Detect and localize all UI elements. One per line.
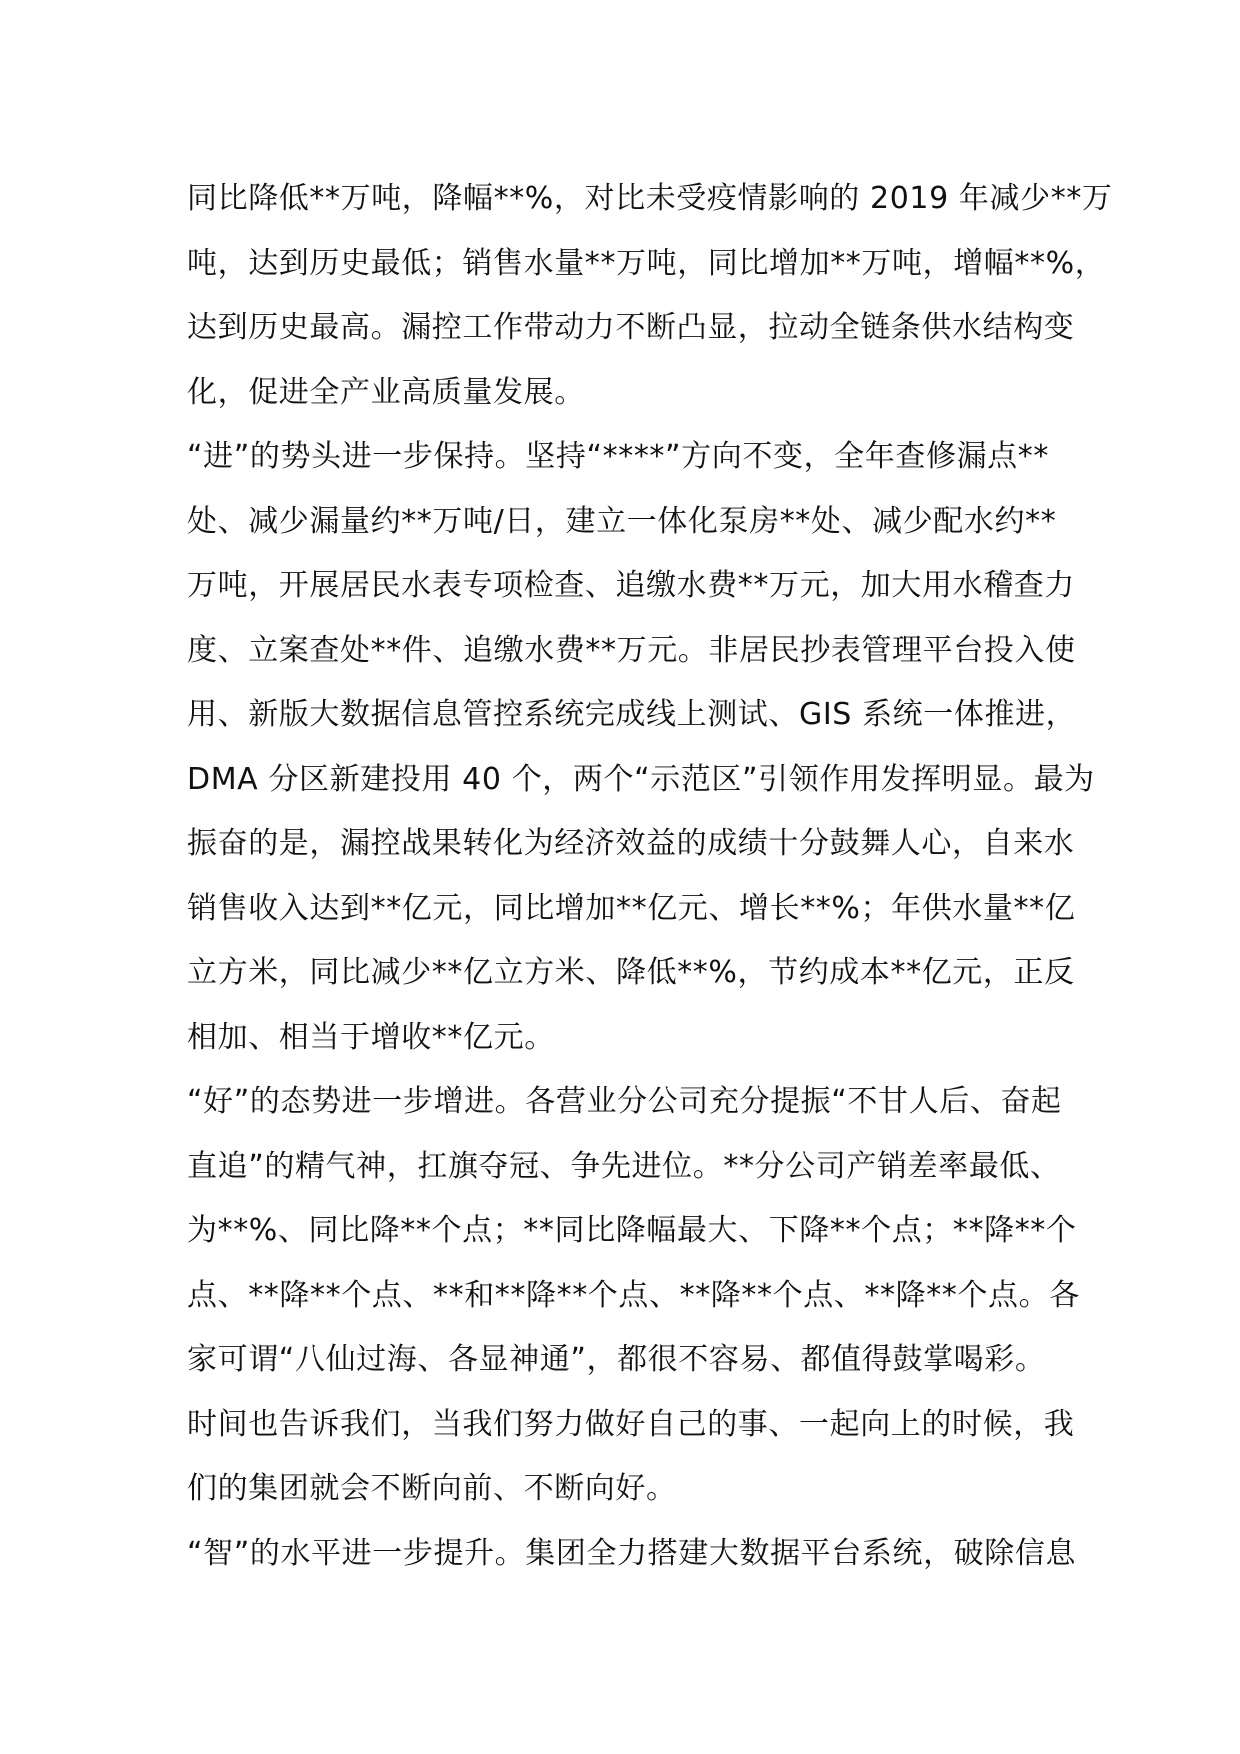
text-line: 振奋的是，漏控战果转化为经济效益的成绩十分鼓舞人心，自来水 (187, 826, 1075, 861)
text-line: 销售收入达到**亿元，同比增加**亿元、增长**%；年供水量**亿 (187, 890, 1076, 926)
text-line: “智”的水平进一步提升。集团全力搭建大数据平台系统，破除信息 (187, 1535, 1077, 1571)
text-line: 点、**降**个点、**和**降**个点、**降**个点、**降**个点。各 (187, 1277, 1080, 1313)
paragraph-p1 (187, 167, 1113, 425)
text-line: 用、新版大数据信息管控系统完成线上测试、GIS 系统一体推进， (187, 697, 1077, 732)
paragraph-p3 (187, 1070, 1087, 1393)
text-line: 万吨，开展居民水表专项检查、追缴水费**万元，加大用水稽查力 (187, 568, 1075, 603)
text-line: 相加、相当于增收**亿元。 (187, 1019, 555, 1055)
text-line: 立方米，同比减少**亿立方米、降低**%，节约成本**亿元，正反 (187, 955, 1075, 990)
text-line: 达到历史最高。漏控工作带动力不断凸显，拉动全链条供水结构变 (187, 310, 1075, 345)
text-line: 直追”的精气神，扛旗夺冠、争先进位。**分公司产销差率最低、 (187, 1148, 1061, 1184)
document-body (187, 167, 1113, 1586)
text-line: 时间也告诉我们，当我们努力做好自己的事、一起向上的时候，我 (187, 1406, 1075, 1442)
text-line: 为**%、同比降**个点；**同比降幅最大、下降**个点；**降**个 (187, 1213, 1077, 1248)
text-line: 家可谓“八仙过海、各显神通”，都很不容易、都值得鼓掌喝彩。 (187, 1342, 1046, 1377)
text-line: 化，促进全产业高质量发展。 (187, 374, 585, 410)
text-line: “进”的势头进一步保持。坚持“****”方向不变，全年查修漏点** (187, 439, 1049, 474)
text-line: DMA 分区新建投用 40 个，两个“示范区”引领作用发挥明显。最为 (187, 761, 1095, 797)
text-line: 同比降低**万吨，降幅**%，对比未受疫情影响的 2019 年减少**万 (187, 181, 1113, 216)
text-line: “好”的态势进一步增进。各营业分公司充分提振“不甘人后、奋起 (187, 1084, 1062, 1119)
paragraph-p4 (187, 1393, 1087, 1522)
text-line: 处、减少漏量约**万吨/日，建立一体化泵房**处、减少配水约** (187, 503, 1057, 539)
text-line: 吨，达到历史最低；销售水量**万吨，同比增加**万吨，增幅**%， (187, 245, 1106, 281)
paragraph-p5 (187, 1522, 1087, 1587)
paragraph-p2 (187, 425, 1095, 1070)
text-line: 度、立案查处**件、追缴水费**万元。非居民抄表管理平台投入使 (187, 632, 1076, 668)
text-line: 们的集团就会不断向前、不断向好。 (187, 1471, 677, 1506)
